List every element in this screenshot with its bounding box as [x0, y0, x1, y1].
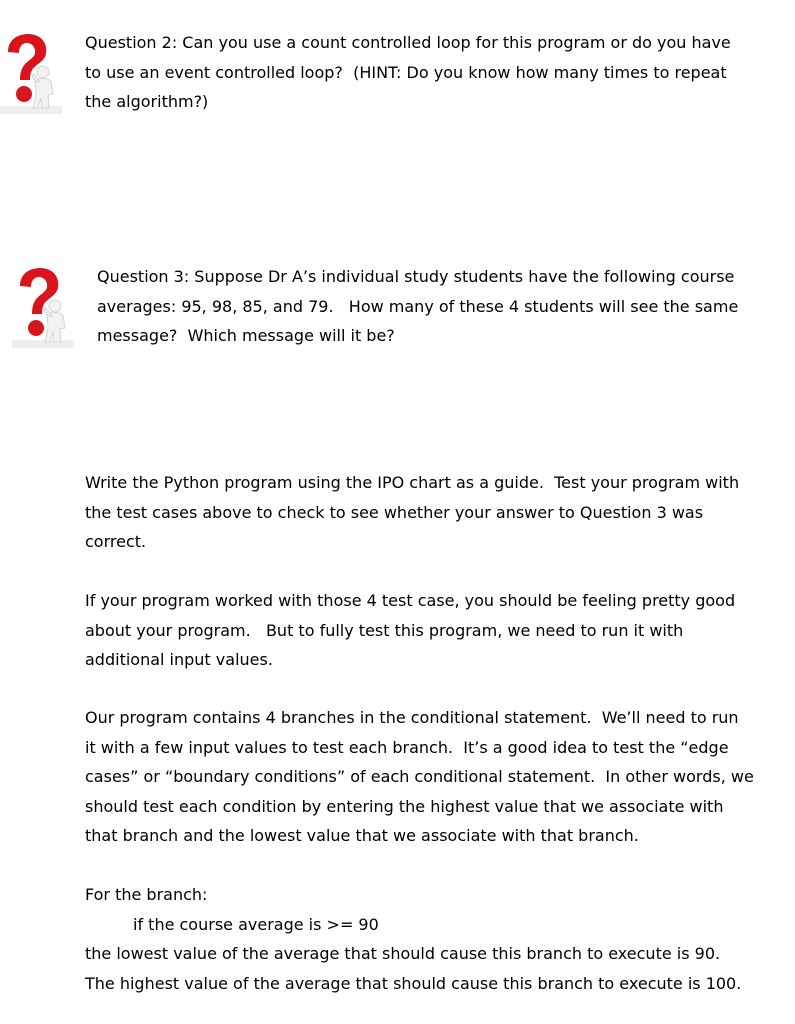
for-branch-intro: For the branch: — [85, 885, 208, 904]
text-line: additional input values. — [85, 650, 273, 669]
question-mark-person-icon — [12, 266, 74, 348]
for-branch-paragraph — [85, 880, 775, 998]
text-line: If your program worked with those 4 test case, you should be feeling pretty good — [85, 591, 736, 610]
text-line: averages: 95, 98, 85, and 79. How many of these 4 students will see the same — [97, 296, 739, 316]
question-2-text — [85, 28, 775, 117]
branches-paragraph — [85, 703, 775, 851]
write-program-paragraph — [85, 468, 775, 557]
text-line: the algorithm?) — [85, 92, 209, 111]
text-line: Question 3: Suppose Dr A’s individual study students have the following course — [97, 267, 735, 286]
text-line: cases” or “boundary conditions” of each conditional statement. In other words, we — [85, 767, 754, 786]
text-line: the lowest value of the average that should cause this branch to execute is 90. — [85, 944, 721, 963]
text-line: Our program contains 4 branches in the conditional statement. We’ll need to run — [85, 708, 739, 727]
question-3-text — [97, 262, 777, 351]
text-line: to use an event controlled loop? (HINT: Do you know how many times to repeat — [85, 62, 727, 82]
text-line: Write the Python program using the IPO chart as a guide. Test your program with — [85, 473, 740, 492]
program-worked-paragraph — [85, 586, 775, 675]
text-line: the test cases above to check to see whether your answer to Question 3 was — [85, 502, 704, 522]
branch-condition: if the course average is >= 90 — [133, 914, 379, 934]
text-line: about your program. But to fully test this program, we need to run it with — [85, 620, 684, 640]
text-line: message? Which message will it be? — [97, 326, 395, 345]
question-mark-person-icon — [0, 32, 62, 114]
text-line: correct. — [85, 532, 147, 551]
text-line: The highest value of the average that should cause this branch to execute is 100. — [85, 973, 742, 993]
text-line: Question 2: Can you use a count controlled loop for this program or do you have — [85, 33, 731, 52]
text-line: it with a few input values to test each branch. It’s a good idea to test the “edge — [85, 737, 729, 757]
text-line: that branch and the lowest value that we associate with that branch. — [85, 826, 639, 845]
text-line: should test each condition by entering the highest value that we associate with — [85, 796, 724, 816]
